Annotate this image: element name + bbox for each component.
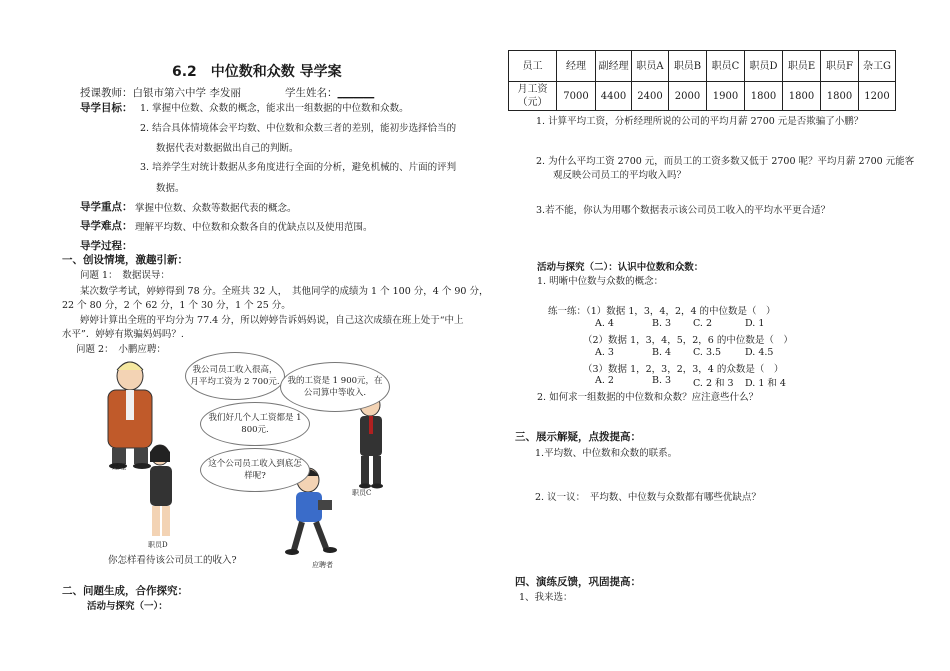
concept-item: 2. 如何求一组数据的中位数和众数？应注意些什么？: [537, 392, 759, 403]
activity2-heading: 活动与探究（二）：认识中位数和众数：: [537, 262, 704, 273]
section4-heading: 四、演练反馈，巩固提高：: [515, 576, 641, 588]
objectives-label: 导学目标：: [80, 102, 133, 114]
option: B. 3: [652, 318, 672, 329]
speech-bubble-applicant: 这个公司员工收入到底怎样呢?: [200, 448, 310, 492]
option: B. 4: [652, 347, 672, 358]
problem1-label: 问题 1： 数据误导：: [80, 270, 170, 281]
table-row-label: 月工资（元）: [509, 82, 557, 111]
table-header-row: [509, 51, 896, 82]
difficulty-label: 导学难点：: [80, 220, 133, 232]
option: B. 3: [652, 375, 672, 386]
section3-heading: 三、展示解疑，点拨提高：: [515, 431, 641, 443]
speech-bubble-manager: 我公司员工收入很高，月平均工资为 2 700元.: [185, 352, 285, 400]
question-1: 1. 计算平均工资，分析经理所说的公司的平均月薪 2700 元是否欺骗了小鹏？: [536, 116, 864, 127]
table-header-cell: 员工: [509, 51, 557, 82]
option: A. 4: [595, 318, 614, 329]
label-manager: 经理: [112, 463, 126, 471]
section2-heading: 二、问题生成，合作探究：: [62, 585, 188, 597]
table-cell: 7000: [557, 82, 596, 111]
option: D. 1 和 4: [745, 378, 786, 389]
label-applicant: 应聘者: [312, 561, 333, 569]
label-employee-c: 职员C: [352, 489, 372, 497]
objective-line: 3. 培养学生对统计数据从多角度进行全面的分析，避免机械的、片面的评判: [140, 162, 457, 173]
option: C. 2: [693, 318, 713, 329]
key-point-label: 导学重点：: [80, 201, 133, 213]
table-cell: 2000: [669, 82, 707, 111]
table-header-cell: 职员E: [783, 51, 821, 82]
table-header-cell: 职员C: [707, 51, 745, 82]
speech-bubble-employee-c: 我的工资是 1 900元，在公司算中等收入.: [280, 362, 390, 412]
table-cell: 2400: [632, 82, 669, 111]
section4-question: 1、我来选：: [519, 592, 573, 603]
label-employee-d: 职员D: [148, 541, 168, 549]
activity1-label: 活动与探究（一）：: [87, 601, 168, 612]
key-point-text: 掌握中位数、众数等数据代表的概念。: [135, 203, 297, 214]
question-3: 3.若不能，你认为用哪个数据表示该公司员工收入的平均水平更合适？: [536, 205, 831, 216]
difficulty-text: 理解平均数、中位数和众数各自的优缺点以及使用范围。: [135, 222, 373, 233]
objective-line: 数据。: [156, 183, 185, 194]
table-cell: 1900: [707, 82, 745, 111]
salary-table: [508, 50, 896, 111]
student-name-label: [285, 85, 374, 100]
objective-line: 1. 掌握中位数、众数的概念，能求出一组数据的中位数和众数。: [140, 103, 409, 114]
table-header-cell: 副经理: [596, 51, 632, 82]
practice-question-2: （2）数据 1，3，4，5，2，6 的中位数是（ ）: [583, 335, 793, 346]
problem1-line: 婷婷计算出全班的平均分为 77.4 分，所以婷婷告诉妈妈说，自己这次成绩在班上处于“中上: [80, 315, 464, 326]
option: A. 3: [595, 347, 614, 358]
option: D. 4.5: [745, 347, 774, 358]
table-header-cell: 杂工G: [859, 51, 896, 82]
concept-item: 1. 明晰中位数与众数的概念：: [537, 276, 664, 287]
student-name-blank: _______: [337, 87, 375, 99]
table-header-cell: 职员F: [821, 51, 859, 82]
process-label: 导学过程：: [80, 240, 133, 252]
table-cell: 1800: [745, 82, 783, 111]
question-2-line2: 观反映公司员工的平均收入吗？: [553, 170, 687, 181]
problem1-line: 22 个 80 分，2 个 62 分，1 个 30 分，1 个 25 分。: [62, 300, 291, 311]
table-cell: 1800: [821, 82, 859, 111]
speech-bubble-employee-d: 我们好几个人工资都是 1 800元.: [200, 402, 310, 446]
objective-line: 2. 结合具体情境体会平均数、中位数和众数三者的差别，能初步选择恰当的: [140, 123, 457, 134]
question-2-line1: 2. 为什么平均工资 2700 元，而员工的工资多数又低于 2700 呢？平均月薪 2700 元能客: [536, 156, 915, 167]
employee-d-figure: [150, 445, 172, 536]
option: C. 3.5: [693, 347, 722, 358]
table-cell: 1200: [859, 82, 896, 111]
page-title: 6.2 中位数和众数 导学案: [172, 64, 342, 80]
practice-question-1: 练一练：（1）数据 1，3，4，2，4 的中位数是（ ）: [548, 306, 776, 317]
table-cell: 4400: [596, 82, 632, 111]
manager-figure: [108, 362, 152, 469]
table-cell: 1800: [783, 82, 821, 111]
section3-question: 1.平均数、中位数和众数的联系。: [535, 448, 678, 459]
job-interview-illustration: [90, 350, 420, 575]
problem1-line: 水平”．婷婷有欺骗妈妈吗？.: [62, 329, 184, 340]
practice-question-3: （3）数据 1，2，3，2，3，4 的众数是（ ）: [583, 364, 784, 375]
table-row: [509, 82, 896, 111]
student-name-label-text: 学生姓名：: [285, 87, 338, 99]
illustration-caption: 你怎样看待该公司员工的收入?: [108, 555, 237, 566]
teacher-line: 授课教师：白银市第六中学 李发丽: [80, 87, 241, 99]
table-header-cell: 职员D: [745, 51, 783, 82]
table-header-cell: 职员B: [669, 51, 707, 82]
table-header-cell: 经理: [557, 51, 596, 82]
section3-question: 2. 议一议： 平均数、中位数与众数都有哪些优缺点？: [535, 492, 761, 503]
table-header-cell: 职员A: [632, 51, 669, 82]
problem1-line: 某次数学考试，婷婷得到 78 分。全班共 32 人， 其他同学的成绩为 1 个 100 分，4 个 90 分，: [80, 286, 489, 297]
problem2-label: 问题 2： 小鹏应聘：: [76, 344, 166, 355]
option: C. 2 和 3: [693, 378, 734, 389]
section1-heading: 一、创设情境，激趣引新：: [62, 254, 188, 266]
option: D. 1: [745, 318, 765, 329]
objective-line: 数据代表对数据做出自己的判断。: [156, 143, 299, 154]
option: A. 2: [595, 375, 614, 386]
